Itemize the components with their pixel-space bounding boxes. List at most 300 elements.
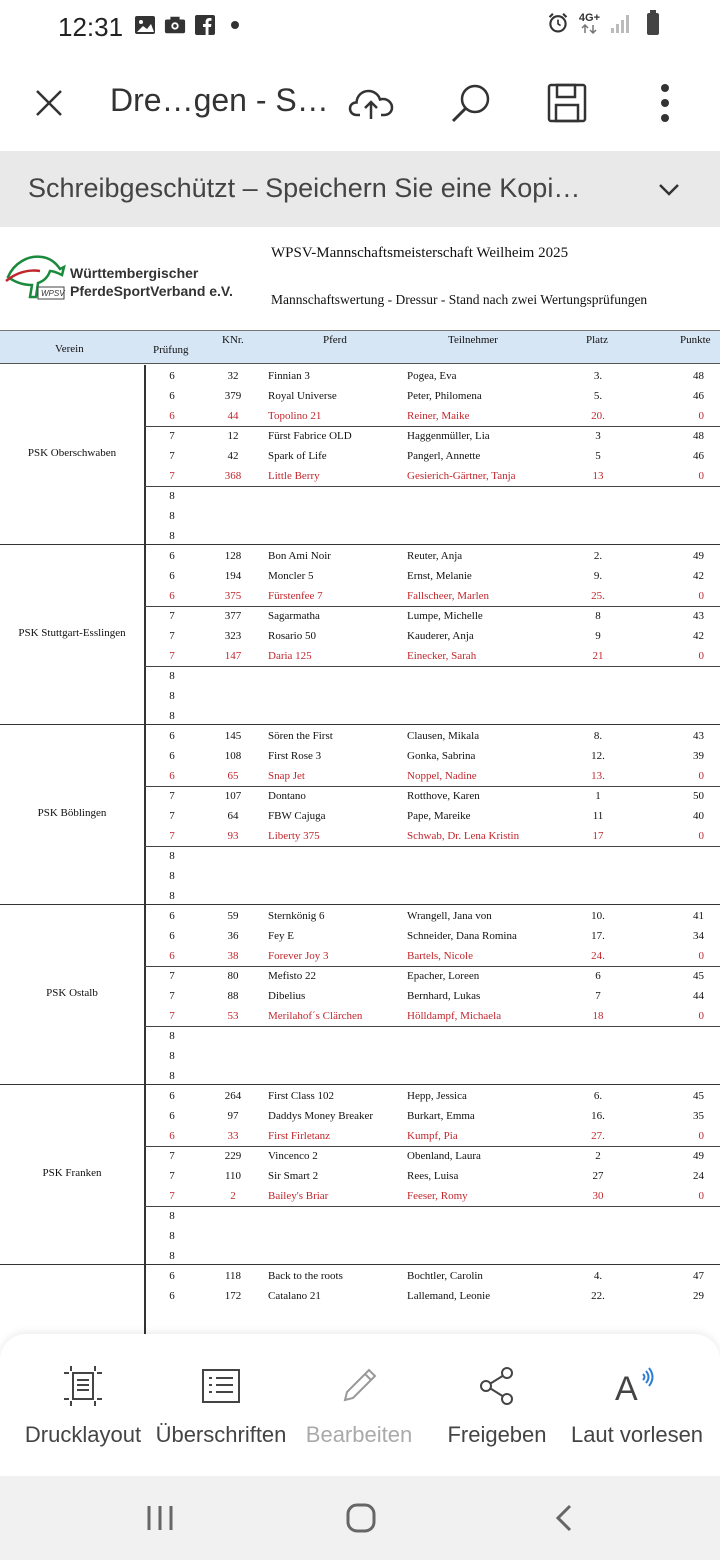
edit-button[interactable] <box>287 1334 431 1476</box>
table-row <box>0 1267 720 1287</box>
cell-horse: Fey E <box>268 930 294 942</box>
camera-icon <box>164 14 186 36</box>
cell-test: 6 <box>169 550 175 562</box>
club-name: PSK Oberschwaben <box>27 447 117 459</box>
edit-pencil-icon <box>337 1364 381 1408</box>
table-row <box>0 627 720 647</box>
system-nav-bar <box>0 1476 720 1560</box>
cell-place: 8. <box>593 730 603 742</box>
cell-number: 97 <box>227 1110 239 1122</box>
table-row <box>0 527 720 547</box>
cell-points: 35 <box>693 1110 704 1122</box>
cell-test: 7 <box>169 830 175 842</box>
cell-test: 6 <box>169 410 175 422</box>
cell-number: 110 <box>224 1170 242 1182</box>
cell-points: 46 <box>693 450 704 462</box>
header-rider: Teilnehmer <box>448 334 498 346</box>
cell-number: 323 <box>224 630 242 642</box>
cell-rider: Epacher, Loreen <box>407 970 480 982</box>
cell-number: 93 <box>227 830 239 842</box>
cell-test: 8 <box>169 850 175 862</box>
cell-horse: Back to the roots <box>268 1270 343 1282</box>
cell-test: 8 <box>169 690 175 702</box>
cell-horse: Vincenco 2 <box>268 1150 318 1162</box>
search-icon[interactable] <box>446 78 496 128</box>
club-name: PSK Stuttgart-Esslingen <box>18 627 126 639</box>
table-row <box>0 1227 720 1247</box>
cell-points: 45 <box>693 970 704 982</box>
cell-place: 22. <box>591 1290 605 1302</box>
cell-points: 34 <box>693 930 704 942</box>
cell-place: 8 <box>595 610 601 622</box>
cell-horse: Spark of Life <box>268 450 327 462</box>
home-icon[interactable] <box>341 1498 381 1538</box>
cell-horse: Forever Joy 3 <box>268 950 329 962</box>
cell-number: 12 <box>227 430 239 442</box>
cell-test: 7 <box>169 790 175 802</box>
table-row <box>0 807 720 827</box>
read-aloud-button[interactable] <box>565 1334 709 1476</box>
cell-points: 47 <box>693 1270 704 1282</box>
cell-rider: Haggenmüller, Lia <box>407 430 490 442</box>
share-icon <box>475 1364 519 1408</box>
cell-rider: Kauderer, Anja <box>407 630 474 642</box>
cell-test: 6 <box>169 390 175 402</box>
cell-horse: Sternkönig 6 <box>268 910 325 922</box>
cell-test: 7 <box>169 970 175 982</box>
save-icon[interactable] <box>542 78 592 128</box>
table-row <box>0 1247 720 1267</box>
cell-rider: Peter, Philomena <box>407 390 482 402</box>
cell-test: 7 <box>169 810 175 822</box>
cell-place: 13 <box>592 470 604 482</box>
table-row <box>0 727 720 747</box>
cell-rider: Noppel, Nadine <box>407 770 477 782</box>
cell-test: 7 <box>169 650 175 662</box>
cell-number: 128 <box>224 550 242 562</box>
document-title: Dre…gen - S… <box>110 82 329 118</box>
cell-points: 0 <box>698 830 704 842</box>
table-row <box>0 667 720 687</box>
cell-points: 0 <box>698 1010 704 1022</box>
header-horse: Pferd <box>323 334 347 346</box>
cell-test: 6 <box>169 730 175 742</box>
cell-number: 375 <box>224 590 242 602</box>
cell-points: 41 <box>693 910 704 922</box>
header-number: KNr. <box>222 334 244 346</box>
read-aloud-label: Laut vorlesen <box>570 1422 704 1447</box>
cell-number: 108 <box>224 750 242 762</box>
close-icon[interactable] <box>24 78 74 128</box>
competition-subtitle: Mannschaftswertung - Dressur - Stand nach zwei Wertungsprüfungen <box>271 292 648 307</box>
cell-rider: Pogea, Eva <box>407 370 457 382</box>
table-row <box>0 687 720 707</box>
alarm-icon <box>547 12 569 34</box>
table-row <box>0 947 720 967</box>
cell-number: 33 <box>227 1130 239 1142</box>
cell-number: 118 <box>224 1270 242 1282</box>
cell-place: 13. <box>591 770 605 782</box>
readonly-banner-text: Schreibgeschützt – Speichern Sie eine Kopi… <box>28 173 581 203</box>
cell-rider: Hepp, Jessica <box>407 1090 467 1102</box>
cell-place: 3 <box>595 430 601 442</box>
cell-number: 80 <box>227 970 239 982</box>
cell-test: 6 <box>169 1090 175 1102</box>
logo-line-1: Württembergischer <box>70 265 199 281</box>
cell-place: 12. <box>591 750 605 762</box>
cell-horse: Fürst Fabrice OLD <box>268 430 352 442</box>
cell-rider: Bernhard, Lukas <box>407 990 481 1002</box>
cell-points: 43 <box>693 730 704 742</box>
cell-test: 6 <box>169 1290 175 1302</box>
cell-test: 7 <box>169 430 175 442</box>
table-row <box>0 787 720 807</box>
cell-place: 9 <box>595 630 601 642</box>
cell-horse: First Firletanz <box>268 1130 331 1142</box>
cell-points: 48 <box>693 430 704 442</box>
cell-rider: Rees, Luisa <box>407 1170 459 1182</box>
table-row <box>0 1287 720 1307</box>
cell-test: 6 <box>169 590 175 602</box>
cell-place: 18 <box>592 1010 604 1022</box>
cell-number: 229 <box>224 1150 242 1162</box>
cell-test: 8 <box>169 1230 175 1242</box>
club-block <box>0 365 720 545</box>
cell-place: 11 <box>592 810 604 822</box>
cell-number: 32 <box>227 370 239 382</box>
header-club: Verein <box>55 343 84 355</box>
table-row <box>0 1107 720 1127</box>
bottom-toolbar <box>0 1334 720 1476</box>
table-row <box>0 827 720 847</box>
table-row <box>0 427 720 447</box>
table-row <box>0 767 720 787</box>
cell-place: 20. <box>591 410 605 422</box>
cell-test: 8 <box>169 510 175 522</box>
cell-place: 9. <box>593 570 603 582</box>
club-block <box>0 1265 720 1337</box>
cell-points: 50 <box>693 790 704 802</box>
network-type <box>579 13 600 34</box>
cell-rider: Rotthove, Karen <box>407 790 480 802</box>
cell-horse: Topolino 21 <box>268 410 322 422</box>
cell-points: 48 <box>693 370 704 382</box>
table-row <box>0 407 720 427</box>
cell-place: 24. <box>591 950 605 962</box>
cell-number: 42 <box>227 450 239 462</box>
cell-horse: Finnian 3 <box>268 370 310 382</box>
cell-place: 25. <box>591 590 605 602</box>
cell-place: 2 <box>595 1150 601 1162</box>
table-row <box>0 1027 720 1047</box>
cell-test: 7 <box>169 610 175 622</box>
share-label: Freigeben <box>447 1422 547 1447</box>
cell-rider: Bartels, Nicole <box>407 950 473 962</box>
cell-points: 29 <box>693 1290 704 1302</box>
cell-horse: Little Berry <box>268 470 320 482</box>
cell-horse: Rosario 50 <box>268 630 316 642</box>
cell-number: 172 <box>224 1290 242 1302</box>
cell-test: 8 <box>169 1030 175 1042</box>
print-layout-button[interactable] <box>11 1334 155 1476</box>
cell-horse: Fürstenfee 7 <box>268 590 323 602</box>
cell-test: 8 <box>169 890 175 902</box>
cell-horse: Sören the First <box>268 730 333 742</box>
header-place: Platz <box>586 334 608 346</box>
cell-points: 0 <box>698 590 704 602</box>
cell-rider: Fallscheer, Marlen <box>407 590 490 602</box>
table-row <box>0 847 720 867</box>
cell-test: 6 <box>169 910 175 922</box>
cell-rider: Burkart, Emma <box>407 1110 475 1122</box>
table-row <box>0 927 720 947</box>
table-row <box>0 747 720 767</box>
cell-test: 8 <box>169 870 175 882</box>
cell-number: 88 <box>227 990 239 1002</box>
cell-points: 0 <box>698 410 704 422</box>
cell-test: 8 <box>169 490 175 502</box>
signal-icon <box>610 12 632 34</box>
cell-place: 17 <box>592 830 604 842</box>
cell-number: 368 <box>224 470 242 482</box>
cell-place: 5 <box>595 450 601 462</box>
cell-place: 7 <box>595 990 601 1002</box>
cell-points: 0 <box>698 470 704 482</box>
cell-test: 8 <box>169 530 175 542</box>
table-row <box>0 587 720 607</box>
cell-test: 7 <box>169 450 175 462</box>
competition-title: WPSV-Mannschaftsmeisterschaft Weilheim 2025 <box>271 245 569 261</box>
document-view[interactable] <box>0 227 720 1337</box>
cell-points: 0 <box>698 1190 704 1202</box>
logo-line-2: PferdeSportVerband e.V. <box>70 283 233 299</box>
cell-place: 27 <box>592 1170 604 1182</box>
cell-rider: Reuter, Anja <box>407 550 463 562</box>
club-name: PSK Böblingen <box>37 807 107 819</box>
cell-rider: Hölldampf, Michaela <box>407 1010 502 1022</box>
cell-rider: Clausen, Mikala <box>407 730 480 742</box>
cell-place: 4. <box>593 1270 603 1282</box>
cell-rider: Gonka, Sabrina <box>407 750 476 762</box>
cell-number: 53 <box>227 1010 239 1022</box>
table-row <box>0 1147 720 1167</box>
cell-test: 8 <box>169 710 175 722</box>
cell-points: 0 <box>698 950 704 962</box>
header-test: Prüfung <box>153 344 189 356</box>
cell-points: 24 <box>693 1170 704 1182</box>
cell-points: 49 <box>693 550 704 562</box>
chevron-down-icon[interactable] <box>654 175 684 205</box>
table-row <box>0 447 720 467</box>
cell-rider: Ernst, Melanie <box>407 570 472 582</box>
edit-label: Bearbeiten <box>305 1422 413 1447</box>
cell-test: 6 <box>169 950 175 962</box>
cell-points: 42 <box>693 630 704 642</box>
cloud-upload-icon[interactable] <box>346 78 396 128</box>
svg-text:A: A <box>615 1370 638 1406</box>
cell-place: 6. <box>593 1090 603 1102</box>
table-row <box>0 967 720 987</box>
status-time: 12:31 <box>58 12 124 42</box>
cell-points: 39 <box>693 750 704 762</box>
cell-horse: Merilahof´s Clärchen <box>268 1010 363 1022</box>
club-name: PSK Ostalb <box>46 987 98 999</box>
headings-icon <box>199 1364 243 1408</box>
cell-horse: Snap Jet <box>268 770 305 782</box>
cell-number: 2 <box>230 1190 236 1202</box>
cell-place: 17. <box>591 930 605 942</box>
cell-horse: First Class 102 <box>268 1090 335 1102</box>
cell-number: 379 <box>224 390 242 402</box>
readonly-banner[interactable] <box>0 151 720 227</box>
table-row <box>0 1207 720 1227</box>
cell-horse: FBW Cajuga <box>268 810 326 822</box>
cell-test: 6 <box>169 570 175 582</box>
table-row <box>0 487 720 507</box>
table-row <box>0 867 720 887</box>
cell-test: 8 <box>169 1250 175 1262</box>
gallery-icon <box>134 14 156 36</box>
recent-apps-icon[interactable] <box>140 1498 180 1538</box>
cell-number: 36 <box>227 930 239 942</box>
notification-icons <box>134 14 246 36</box>
more-vert-icon[interactable] <box>640 78 690 128</box>
cell-test: 6 <box>169 1110 175 1122</box>
cell-test: 7 <box>169 470 175 482</box>
cell-rider: Kumpf, Pia <box>407 1130 458 1142</box>
cell-number: 377 <box>224 610 242 622</box>
cell-horse: Royal Universe <box>268 390 337 402</box>
cell-test: 7 <box>169 1150 175 1162</box>
cell-rider: Obenland, Laura <box>407 1150 481 1162</box>
headings-label: Überschriften <box>155 1422 287 1447</box>
cell-test: 8 <box>169 1070 175 1082</box>
cell-horse: Dibelius <box>268 990 306 1002</box>
cell-points: 44 <box>693 990 704 1002</box>
table-row <box>0 1047 720 1067</box>
table-row <box>0 507 720 527</box>
cell-test: 8 <box>169 1050 175 1062</box>
cell-number: 64 <box>227 810 239 822</box>
table-row <box>0 467 720 487</box>
back-icon[interactable] <box>544 1498 584 1538</box>
table-row <box>0 367 720 387</box>
print-layout-icon <box>61 1364 105 1408</box>
cell-horse: Liberty 375 <box>268 830 320 842</box>
cell-place: 6 <box>595 970 601 982</box>
cell-rider: Bochtler, Carolin <box>407 1270 483 1282</box>
cell-rider: Feeser, Romy <box>407 1190 468 1202</box>
cell-horse: Dontano <box>268 790 306 802</box>
table-row <box>0 987 720 1007</box>
cell-horse: Sir Smart 2 <box>268 1170 319 1182</box>
cell-number: 59 <box>227 910 239 922</box>
cell-rider: Schneider, Dana Romina <box>407 930 517 942</box>
cell-test: 7 <box>169 1170 175 1182</box>
cell-points: 45 <box>693 1090 704 1102</box>
cell-points: 0 <box>698 770 704 782</box>
headings-button[interactable] <box>149 1334 293 1476</box>
cell-place: 1 <box>595 790 601 802</box>
cell-points: 46 <box>693 390 704 402</box>
table-row <box>0 1127 720 1147</box>
club-block <box>0 725 720 905</box>
cell-rider: Wrangell, Jana von <box>407 910 492 922</box>
cell-place: 3. <box>593 370 603 382</box>
cell-number: 44 <box>227 410 239 422</box>
cell-rider: Lumpe, Michelle <box>407 610 483 622</box>
cell-test: 6 <box>169 370 175 382</box>
cell-test: 6 <box>169 1270 175 1282</box>
cell-number: 147 <box>224 650 242 662</box>
network-label: 4G+ <box>578 11 600 24</box>
cell-horse: Mefisto 22 <box>268 970 316 982</box>
logo-badge: WPSV <box>41 289 65 298</box>
cell-test: 7 <box>169 1190 175 1202</box>
app-bar <box>0 56 720 150</box>
cell-rider: Einecker, Sarah <box>407 650 477 662</box>
club-name: PSK Franken <box>42 1167 102 1179</box>
cell-number: 194 <box>224 570 242 582</box>
club-block <box>0 545 720 725</box>
table-row <box>0 567 720 587</box>
cell-place: 16. <box>591 1110 605 1122</box>
club-block <box>0 905 720 1085</box>
dot-icon <box>224 14 246 36</box>
cell-test: 7 <box>169 630 175 642</box>
facebook-icon <box>194 14 216 36</box>
cell-test: 7 <box>169 990 175 1002</box>
cell-rider: Schwab, Dr. Lena Kristin <box>407 830 520 842</box>
table-row <box>0 1087 720 1107</box>
cell-test: 8 <box>169 670 175 682</box>
cell-place: 10. <box>591 910 605 922</box>
table-row <box>0 887 720 907</box>
table-row <box>0 707 720 727</box>
cell-rider: Lallemand, Leonie <box>407 1290 491 1302</box>
cell-points: 43 <box>693 610 704 622</box>
cell-place: 5. <box>593 390 603 402</box>
table-row <box>0 1067 720 1087</box>
cell-rider: Pangerl, Annette <box>407 450 481 462</box>
cell-points: 0 <box>698 1130 704 1142</box>
data-arrows-icon <box>581 24 597 34</box>
share-button[interactable] <box>425 1334 569 1476</box>
cell-test: 6 <box>169 930 175 942</box>
cell-points: 42 <box>693 570 704 582</box>
cell-points: 0 <box>698 650 704 662</box>
cell-test: 6 <box>169 770 175 782</box>
table-row <box>0 907 720 927</box>
cell-place: 27. <box>591 1130 605 1142</box>
cell-number: 38 <box>227 950 239 962</box>
cell-horse: Moncler 5 <box>268 570 314 582</box>
table-row <box>0 1187 720 1207</box>
cell-place: 21 <box>592 650 604 662</box>
cell-place: 30 <box>592 1190 604 1202</box>
cell-test: 8 <box>169 1210 175 1222</box>
cell-horse: Catalano 21 <box>268 1290 321 1302</box>
table-header <box>0 330 720 364</box>
cell-horse: Bailey's Briar <box>268 1190 329 1202</box>
cell-horse: Bon Ami Noir <box>268 550 331 562</box>
print-layout-label: Drucklayout <box>24 1422 142 1447</box>
cell-horse: Sagarmatha <box>268 610 320 622</box>
read-aloud-icon <box>615 1364 659 1408</box>
system-icons <box>547 12 664 34</box>
cell-number: 65 <box>227 770 239 782</box>
club-block <box>0 1085 720 1265</box>
